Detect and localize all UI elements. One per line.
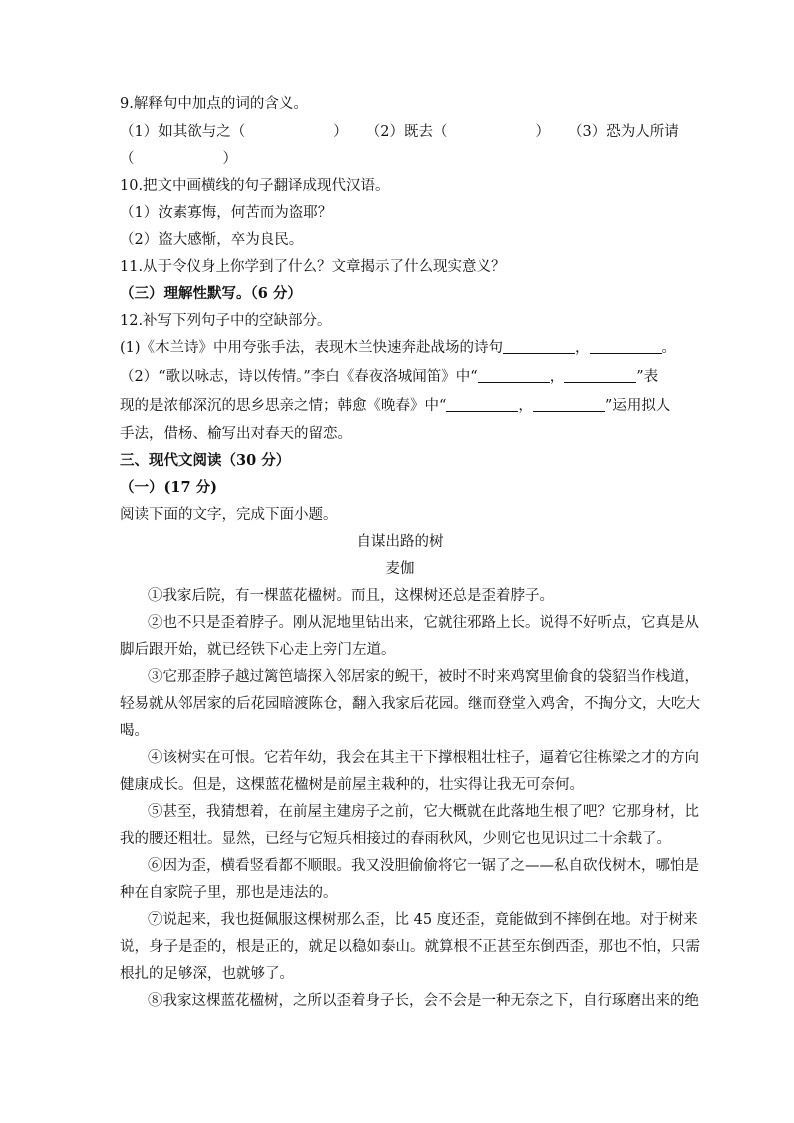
article-paragraph: ⑦说起来，我也挺佩服这棵树那么歪，比 45 度还歪，竟能做到不摔倒在地。对于树来 — [148, 912, 698, 928]
question-10-sentence-2: （2）盗大感惭，卒为良民。 — [120, 232, 304, 248]
answer-blank[interactable] — [564, 368, 636, 383]
article-author: 麦伽 — [385, 561, 415, 577]
article-paragraph: 根扎的足够深，也就够了。 — [120, 966, 294, 982]
question-9-item-2: （2）既去（ — [365, 124, 448, 140]
question-9-item-1: （1）如其欲与之（ — [120, 124, 246, 140]
question-12-stem: 12.补写下列句子中的空缺部分。 — [120, 313, 332, 329]
question-12-part-2: （2）“歌以咏志，诗以传情。”李白《春夜洛城闻笛》中“ ， ”表 — [120, 369, 659, 385]
article-paragraph: 健康成长。但是，这棵蓝花楹树是前屋主栽种的，壮实得让我无可奈何。 — [120, 777, 584, 793]
answer-blank[interactable] — [503, 339, 575, 354]
question-9-item-3: （3）恐为人所请 — [567, 124, 679, 140]
question-10-sentence-1: （1）汝素寡悔，何苦而为盗耶？ — [120, 205, 333, 221]
question-9-items: （1）如其欲与之（ ） （2）既去（ ） （3）恐为人所请 — [120, 124, 679, 140]
question-12-part-2-end: 手法，借杨、榆写出对春天的留恋。 — [120, 426, 352, 442]
article-paragraph: ⑥因为歪，横看竖看都不顺眼。我又没胆偷偷将它一锯了之——私自砍伐树木，哪怕是 — [148, 858, 699, 874]
article-paragraph: 脚后跟开始，就已经铁下心走上旁门左道。 — [120, 642, 396, 658]
answer-blank[interactable] — [533, 397, 605, 412]
question-9-stem: 9.解释句中加点的词的含义。 — [120, 96, 308, 112]
section-3-subtitle: （三）理解性默写。（6 分） — [120, 285, 302, 302]
article-paragraph: 说，身子是歪的，根是正的，就足以稳如泰山。就算根不正甚至东倒西歪，那也不怕，只需 — [120, 939, 700, 955]
answer-blank[interactable] — [478, 368, 550, 383]
article-paragraph: ②也不只是歪着脖子。刚从泥地里钻出来，它就往邪路上长。说得不好听点，它真是从 — [148, 615, 699, 631]
question-9-item-3-answer: （ ） — [120, 151, 237, 167]
question-12-part-2-cont: 现的是浓郁深沉的思乡思亲之情；韩愈《晚春》中“ ， ”运用拟人 — [120, 398, 671, 414]
article-paragraph: ⑧我家这棵蓝花楹树，之所以歪着身子长，会不会是一种无奈之下，自行琢磨出来的绝 — [148, 993, 699, 1009]
question-10-stem: 10.把文中画横线的句子翻译成现代汉语。 — [120, 178, 390, 194]
article-paragraph: 喝。 — [120, 723, 149, 739]
question-12-part-1: (1)《木兰诗》中用夸张手法，表现木兰快速奔赴战场的诗句 ， 。 — [120, 340, 677, 356]
answer-blank[interactable] — [590, 339, 662, 354]
article-paragraph: 轻易就从邻居家的后花园暗渡陈仓，翻入我家后花园。继而登堂入鸡舍，不掏分文，大吃大 — [120, 696, 700, 712]
article-paragraph: ③它那歪脖子越过篱笆墙探入邻居家的鲵干，被时不时来鸡窝里偷食的袋貂当作栈道， — [148, 669, 699, 685]
section-3-part-1: （一）(17 分) — [120, 479, 217, 496]
article-paragraph: 我的腰还粗壮。显然，已经与它短兵相接过的春雨秋风，少则它也见识过二十余载了。 — [120, 831, 671, 847]
article-paragraph: 种在自家院子里，那也是违法的。 — [120, 885, 338, 901]
question-11-stem: 11.从于令仪身上你学到了什么？文章揭示了什么现实意义？ — [120, 259, 506, 275]
article-paragraph: ①我家后院，有一棵蓝花楹树。而且，这棵树还总是歪着脖子。 — [148, 588, 554, 604]
answer-blank[interactable] — [446, 397, 518, 412]
reading-instruction: 阅读下面的文字，完成下面小题。 — [120, 507, 338, 523]
section-3-title: 三、现代文阅读（30 分） — [120, 452, 291, 469]
article-title: 自谋出路的树 — [356, 534, 444, 550]
article-paragraph: ⑤甚至，我猜想着，在前屋主建房子之前，它大概就在此落地生根了吧？它那身材，比 — [148, 804, 699, 820]
article-paragraph: ④该树实在可恨。它若年幼，我会在其主干下撑根粗壮柱子，逼着它往栋梁之才的方向 — [148, 750, 699, 766]
